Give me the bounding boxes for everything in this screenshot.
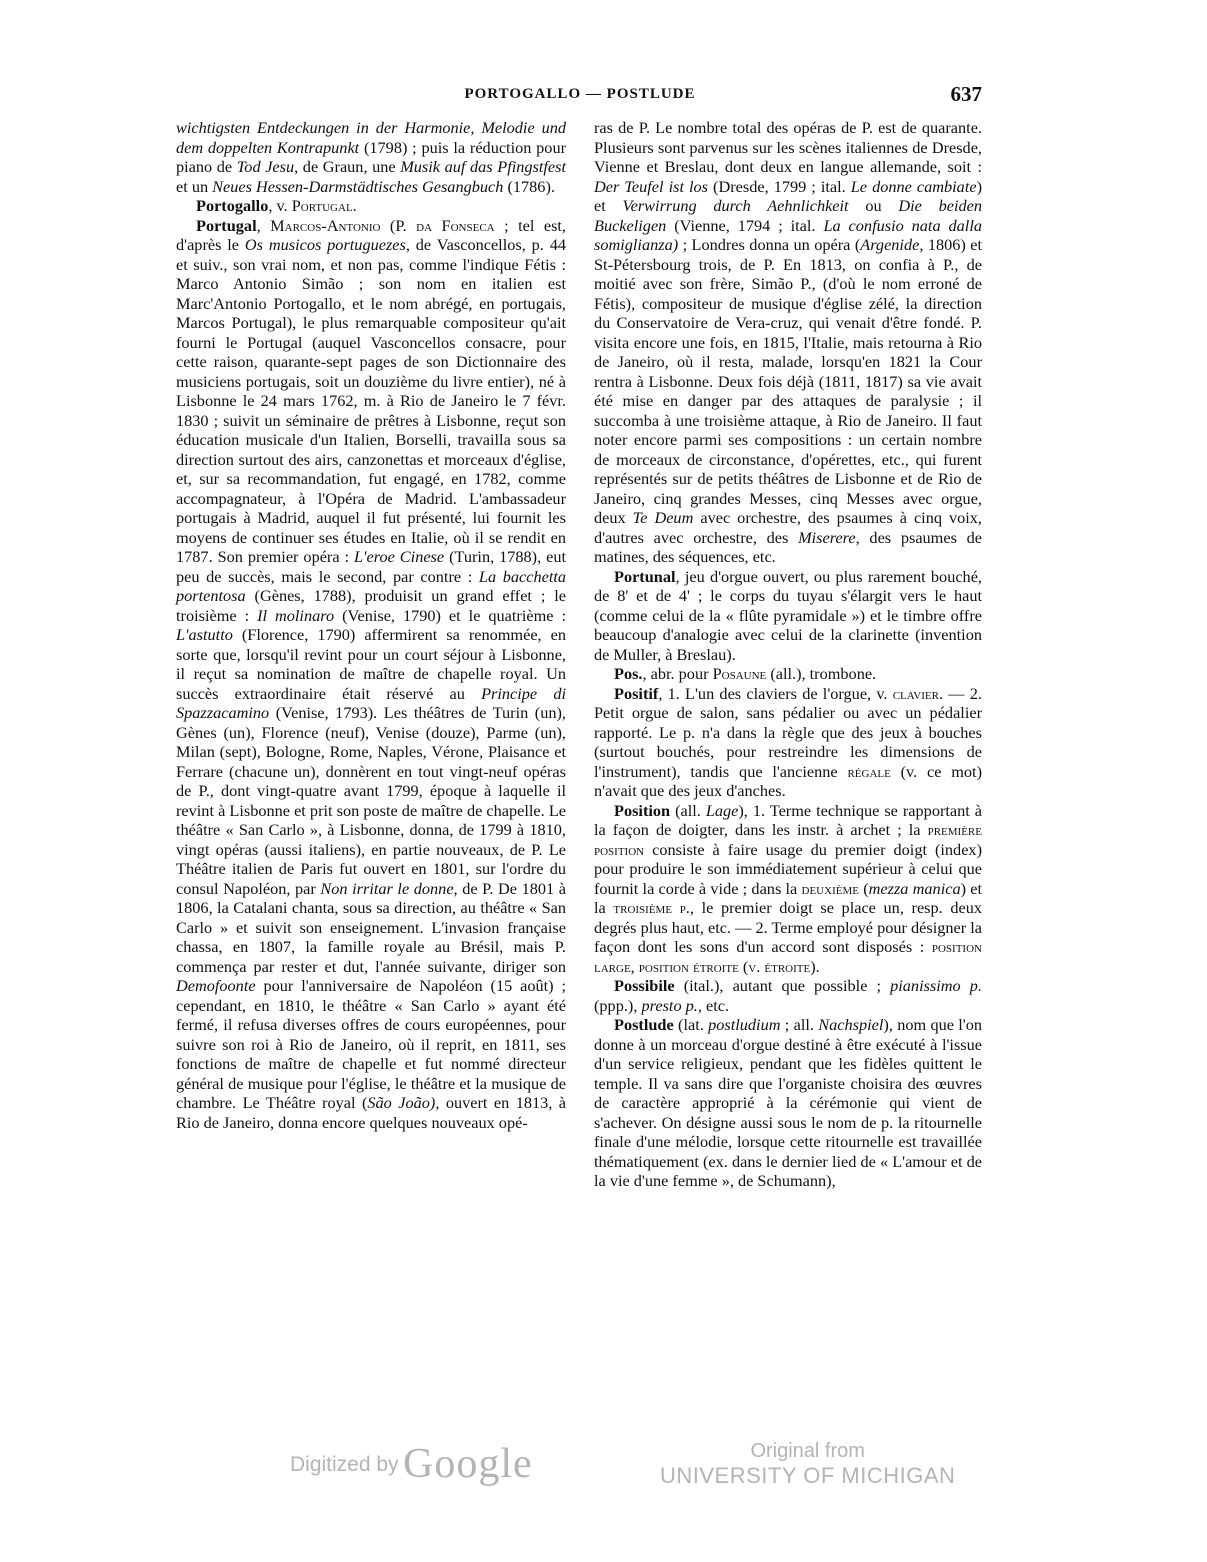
entry-headword: Pos. [614,664,643,683]
page-number: 637 [950,82,982,106]
google-logo: Google [403,1441,533,1487]
entry-pos: Pos., abr. pour Posaune (all.), trombone. [614,664,877,683]
right-column [594,118,982,1191]
entry-position: Position (all. Lage), 1. Terme technique se rapportant à la façon de doigter, dans les instr. à archet ; la première position consiste à faire usage du premier doigt (index) pour produire le son immédiatement supérieur à celui que fournit la corde à vide ; dans la deuxième (mezza manica) et la troisième p., le premier doigt se place un, resp. deux degrés plus haut, etc. — 2. Terme employé pour désigner la façon dont les sons d'un accord sont disposés : position large, position étroite (v. étroite). [594,800,983,976]
entry-headword: Portunal [614,566,676,586]
entry-portogallo: Portogallo, v. Portugal. [196,196,357,215]
left-column [176,118,566,1132]
cross-reference: Portugal. [291,196,357,215]
entry-positif: Positif, 1. L'un des claviers de l'orgue, v. clavier. — 2. Petit orgue de salon, sans pédalier ou avec un pédalier rapporté. Le p. n'a dans la règle que des jeux à bouches (surtout bouchés, pour restreindre les dimensions de l'instrument), tandis que l'ancienne régale (v. ce mot) n'avait que des jeux d'anches. [594,683,982,800]
running-header [176,82,984,112]
entry-headword: Position [614,800,671,820]
entry-portunal: Portunal, jeu d'orgue ouvert, ou plus rarement bouché, de 8' et de 4' ; le corps du tuyau s'élargit vers le haut (comme celui de la « flûte pyramidale ») et le timbre offre beaucoup d'analogie avec celui de la clarinette (invention de Muller, à Breslau). [594,566,982,664]
digitized-by-google-watermark [290,1440,533,1488]
digitized-by-label: Digitized by [290,1453,399,1476]
original-from-watermark [660,1440,955,1489]
entry-portugal: Portugal, Marcos-Antonio (P. da Fonseca ; tel est, d'après le Os musicos portuguezes, de Vasconcellos, p. 44 et suiv., son vrai nom, et non pas, comme l'indique Fétis : Marco Antonio Simão ; son nom en italien est Marc'Antonio Portogallo, et le nom abrégé, en portugais, Marcos Portugal), le plus remarquable compositeur qu'ait fourni le Portugal (auquel Vasconcellos consacre, pour cette raison, quarante-sept pages de son Dictionnaire des musiciens portugais, soit un douzième du livre entier), né à Lisbonne le 24 mars 1762, m. à Rio de Janeiro le 7 févr. 1830 ; suivit un séminaire de prêtres à Lisbonne, reçut son éducation musicale d'un Italien, Borselli, travailla sous sa direction surtout des airs, canzonettas et morceaux d'église, et, sur sa recommandation, fut engagé, en 1782, comme accompagnateur, à l'Opéra de Madrid. L'ambassadeur portugais à Madrid, auquel il fut présenté, lui fournit les moyens de continuer ses études en Italie, où il se rendit en 1787. Son premier opéra : L'eroe Cinese (Turin, 1788), eut peu de succès, mais le second, par contre : La bacchetta portentosa (Gènes, 1788), produisit un grand effet ; le troisième : Il molinaro (Venise, 1790) et le quatrième : L'astutto (Florence, 1790) affermirent sa renommée, en sorte que, lorsqu'il revint pour un court séjour à Lisbonne, il reçut sa nomination de maître de chapelle royal. Un succès extraordinaire était réservé au Principe di Spazzacamino (Venise, 1793). Les théâtres de Turin (un), Gènes (un), Florence (neuf), Venise (douze), Parme (un), Milan (sept), Bologne, Rome, Naples, Vérone, Plaisance et Ferrare (chacune un), donnèrent en tout vingt-neuf opéras de P., dont vingt-quatre avant 1799, époque à laquelle il revint à Lisbonne et prit son poste de maître de chapelle. Le théâtre « San Carlo », à Lisbonne, donna, de 1799 à 1810, vingt opéras (aussi italiens), en partie nouveaux, de P. Le Théâtre italien de Paris fut ouvert en 1801, sur l'ordre du consul Napoléon, par Non irritar le donne, de P. De 1801 à 1806, la Catalani chanta, sous sa direction, au théâtre « San Carlo » et suivit son enseignement. L'invasion française chassa, en 1807, la famille royale au Brésil, mais P. commença par rester et dut, l'année suivante, diriger son Demofoonte pour l'anniversaire de Napoléon (15 août) ; cependant, en 1810, le théâtre « San Carlo » ayant été fermé, il refusa diverses offres de cours européennes, pour suivre son roi à Rio de Janeiro, où il reprit, en 1811, ses fonctions de maître de chapelle et fut nommé directeur général de musique pour l'église, le théâtre et la musique de chambre. Le Théâtre royal (São João), ouvert en 1813, à Rio de Janeiro, donna encore quelques nouveaux opé- [176,215,567,1132]
entry-headword: Possibile [614,976,675,995]
entry-continuation: wichtigsten Entdeckungen in der Harmonie, Melodie und dem doppelten Kontrapunkt (1798) ; puis la réduction pour piano de Tod Jesu, de Graun, une Musik auf das Pfingstfest et un Neues Hessen-Darmstädtisches Gesangbuch (1786). [176,118,567,196]
university-label: UNIVERSITY OF MICHIGAN [660,1463,956,1488]
page-title: PORTOGALLO — POSTLUDE [464,86,696,102]
entry-headword: Portugal [196,215,257,235]
entry-headword: Positif [614,683,659,703]
entry-headword: Postlude [614,1015,674,1034]
entry-headword: Portogallo [196,196,269,215]
original-from-label: Original from [750,1440,865,1462]
entry-continuation: ras de P. Le nombre total des opéras de P. est de quarante. Plusieurs sont parvenus sur les scènes italiennes de Dresde, Vienne et Breslau, dont deux en langue allemande, soit : Der Teufel ist los (Dresde, 1799 ; ital. Le donne cambiate) et Verwirrung durch Aehnlichkeit ou Die beiden Buckeligen (Vienne, 1794 ; ital. La confusio nata dalla somiglianza) ; Londres donna un opéra (Argenide, 1806) et St-Pétersbourg trois, de P. En 1813, on confia à P., de moitié avec son frère, Simão P., (d'où le nom erroné de Fétis), compositeur de musique d'église zélé, la direction du Conservatoire de Vera-cruz, qui venait d'être fondé. P. visita encore une fois, en 1815, l'Italie, mais retourna à Rio de Janeiro, où il resta, malade, lorsqu'en 1821 la Cour rentra à Lisbonne. Deux fois déjà (1811, 1817) sa vie avait été mise en danger par des attaques de paralysie ; il succomba à une troisième attaque, à Rio de Janeiro. Il faut noter encore parmi ses compositions : un certain nombre de morceaux de circonstance, d'opérettes, etc., qui furent représentés sur de petits théâtres de Lisbonne et de Rio de Janeiro, cinq grandes Messes, cinq Messes avec orgue, deux Te Deum avec orchestre, des psaumes à cinq voix, d'autres avec orchestre, des Miserere, des psaumes de matines, des séquences, etc. [594,118,982,566]
entry-possibile: Possibile (ital.), autant que possible ; pianissimo p. (ppp.), presto p., etc. [594,976,982,1015]
entry-postlude: Postlude (lat. postludium ; all. Nachspiel), nom que l'on donne à un morceau d'orgue destiné à être exécuté à l'issue d'un service religieux, pendant que les fidèles quittent le temple. Il va sans dire que l'organiste choisira des œuvres de caractère approprié à la cérémonie qui vient de s'achever. On désigne aussi sous le nom de p. la ritournelle finale d'une mélodie, lorsque cette ritournelle est travaillée thématiquement (ex. dans le dernier lied de « L'amour et de la vie d'une femme », de Schumann), [594,1015,983,1190]
